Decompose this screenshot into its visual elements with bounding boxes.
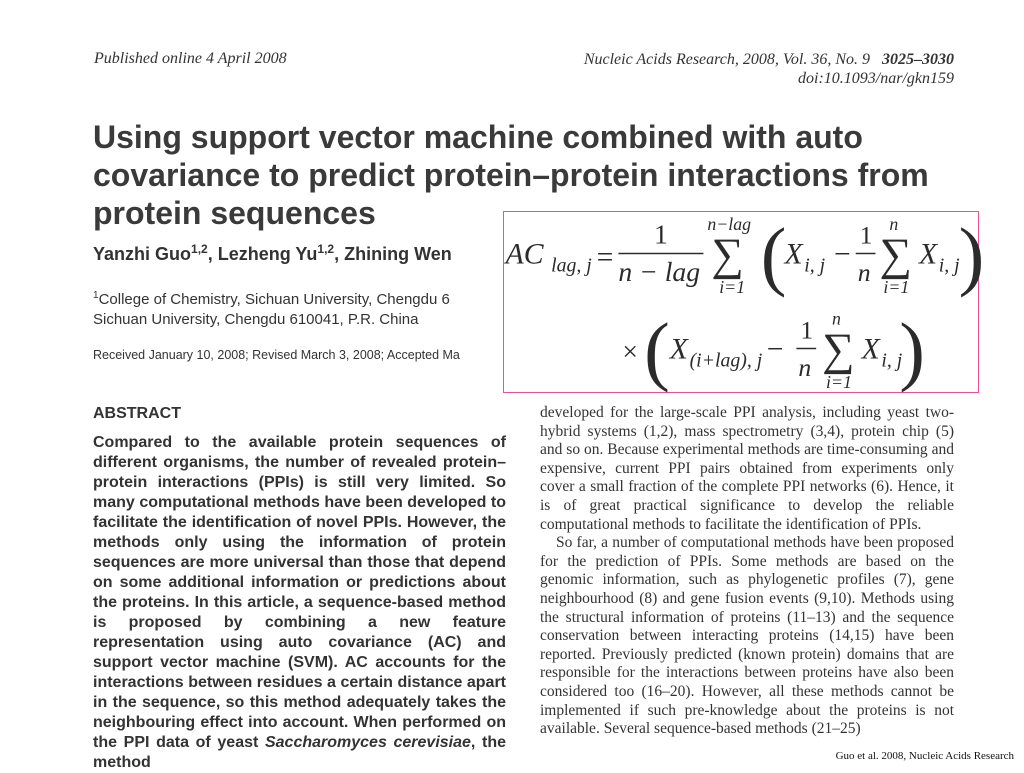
- formula-sum3-top: n: [831, 308, 841, 329]
- abstract-text-main: Compared to the available protein sequences of different organisms, the number of revealed protein–protein interactions (PPIs) is still very limited. So many computational methods have been developed to facilitate the identification of novel PPIs. However, the methods only using the information of protein sequences are more universal than those that depend on some additional information or predictions about the proteins. In this article, a sequence-based method is proposed by combining a new feature representation using auto covariance (AC) and support vector machine (SVM). AC accounts for the interactions between residues a certain distance apart in the sequence, so this method adequately takes the neighbouring effect into account. When performed on the PPI data of yeast: [93, 434, 506, 751]
- formula-sum2-bot: i=1: [883, 277, 910, 298]
- author-1-affil: 1,2: [191, 242, 208, 256]
- body-column: [540, 404, 954, 768]
- formula-inner2-n: n: [798, 353, 812, 383]
- formula-sum1: ∑: [711, 228, 744, 280]
- formula-inner2-num: 1: [800, 315, 814, 345]
- formula-overlay: [503, 211, 985, 394]
- affiliation: [93, 286, 513, 330]
- formula-frac-num: 1: [653, 218, 668, 250]
- formula-sum3: ∑: [822, 323, 855, 375]
- formula-xij-2: X: [919, 238, 938, 271]
- formula-equals: =: [596, 241, 614, 274]
- affil-line-2: Sichuan University, Chengdu 610041, P.R. China: [93, 311, 419, 328]
- abstract-species: Saccharomyces cerevisiae: [264, 734, 471, 751]
- author-list: Yanzhi Guo$^{1,2}$, Lezheng Yu$^{1,2}$, Zhining Wen: [93, 242, 452, 264]
- abstract-text: [93, 433, 507, 771]
- formula-xlag: X: [669, 333, 688, 366]
- formula-xlag-sub: (i+lag), j: [689, 349, 763, 372]
- formula-sum1-bot: i=1: [719, 277, 746, 298]
- affil-marker: 1: [93, 290, 99, 301]
- journal-info: Nucleic Acids Research, 2008, Vol. 36, No. 9: [583, 51, 870, 68]
- watermark: Guo et al. 2008, Nucleic Acids Research: [835, 750, 1014, 762]
- abstract-text-end: , the method: [93, 734, 507, 771]
- formula-inner-num: 1: [859, 220, 873, 250]
- formula-times: ×: [622, 335, 638, 367]
- formula-inner-n: n: [857, 258, 871, 288]
- formula-lhs: AC: [505, 238, 544, 271]
- published-date: Published online 4 April 2008: [94, 50, 287, 67]
- formula-xij-2-sub: i, j: [938, 254, 960, 277]
- abstract-heading: ABSTRACT: [93, 405, 181, 422]
- formula-paren-open-2: (: [644, 307, 670, 394]
- author-2: Lezheng Yu: [217, 244, 318, 264]
- formula-lhs-sub: lag, j: [551, 254, 592, 277]
- page-range: 3025–3030: [882, 51, 954, 68]
- formula-sum3-bot: i=1: [826, 372, 852, 393]
- formula-minus-2: −: [766, 333, 784, 366]
- received-dates: Received January 10, 2008; Revised March 3, 2008; Accepted Ma: [93, 348, 460, 362]
- author-1: Yanzhi Guo: [93, 244, 192, 264]
- author-2-affil: 1,2: [317, 242, 335, 256]
- doi: doi:10.1093/nar/gkn159: [798, 70, 954, 87]
- journal-citation: [584, 50, 954, 88]
- formula-sum1-top: n−lag: [707, 213, 752, 234]
- formula-minus-1: −: [833, 238, 851, 271]
- paper-title: Using support vector machine combined with auto covariance to predict protein–protein interactions from protein sequences: [93, 119, 929, 231]
- auto-covariance-formula: [504, 212, 985, 394]
- author-3: Zhining Wen: [344, 244, 452, 264]
- body-paragraph-2: So far, a number of computational methods have been proposed for the prediction of PPIs. Some methods are based on the genomic information, such as phylogenetic profiles (7), gene neighbourhood (8) and gene fusion events (9,10). Methods using the structural information of proteins (11–13) and the sequence conservation between interacting proteins (14,15) have been reported. Previously predicted (known protein) domains that are responsible for the interactions between proteins have also been considered too (16–20). However, all these methods cannot be implemented if such pre-knowledge about the proteins is not available. Several sequence-based methods (21–25): [540, 534, 954, 738]
- formula-frac-den: n − lag: [618, 256, 701, 288]
- formula-sum2: ∑: [879, 228, 912, 280]
- formula-sum2-top: n: [889, 213, 899, 234]
- formula-xij-sub: i, j: [804, 254, 826, 277]
- formula-paren-close-1: ): [958, 212, 985, 299]
- formula-xij-3: X: [861, 333, 880, 366]
- formula-paren-close-2: ): [899, 307, 925, 394]
- formula-paren-open-1: (: [760, 212, 787, 299]
- formula-xij-3-sub: i, j: [881, 349, 903, 372]
- formula-xij: X: [784, 238, 803, 271]
- affil-line-1: College of Chemistry, Sichuan University, Chengdu 6: [98, 291, 450, 308]
- body-paragraph-1: developed for the large-scale PPI analysis, including yeast two-hybrid systems (1,2), mass spectrometry (3,4), protein chip (5) and so on. Because experimental methods are time-consuming and expensive, current PPI pairs obtained from experiments only cover a small fraction of the complete PPI networks (6). Hence, it is of great practical significance to develop the reliable computational methods to facilitate the identification of PPIs.: [540, 404, 954, 533]
